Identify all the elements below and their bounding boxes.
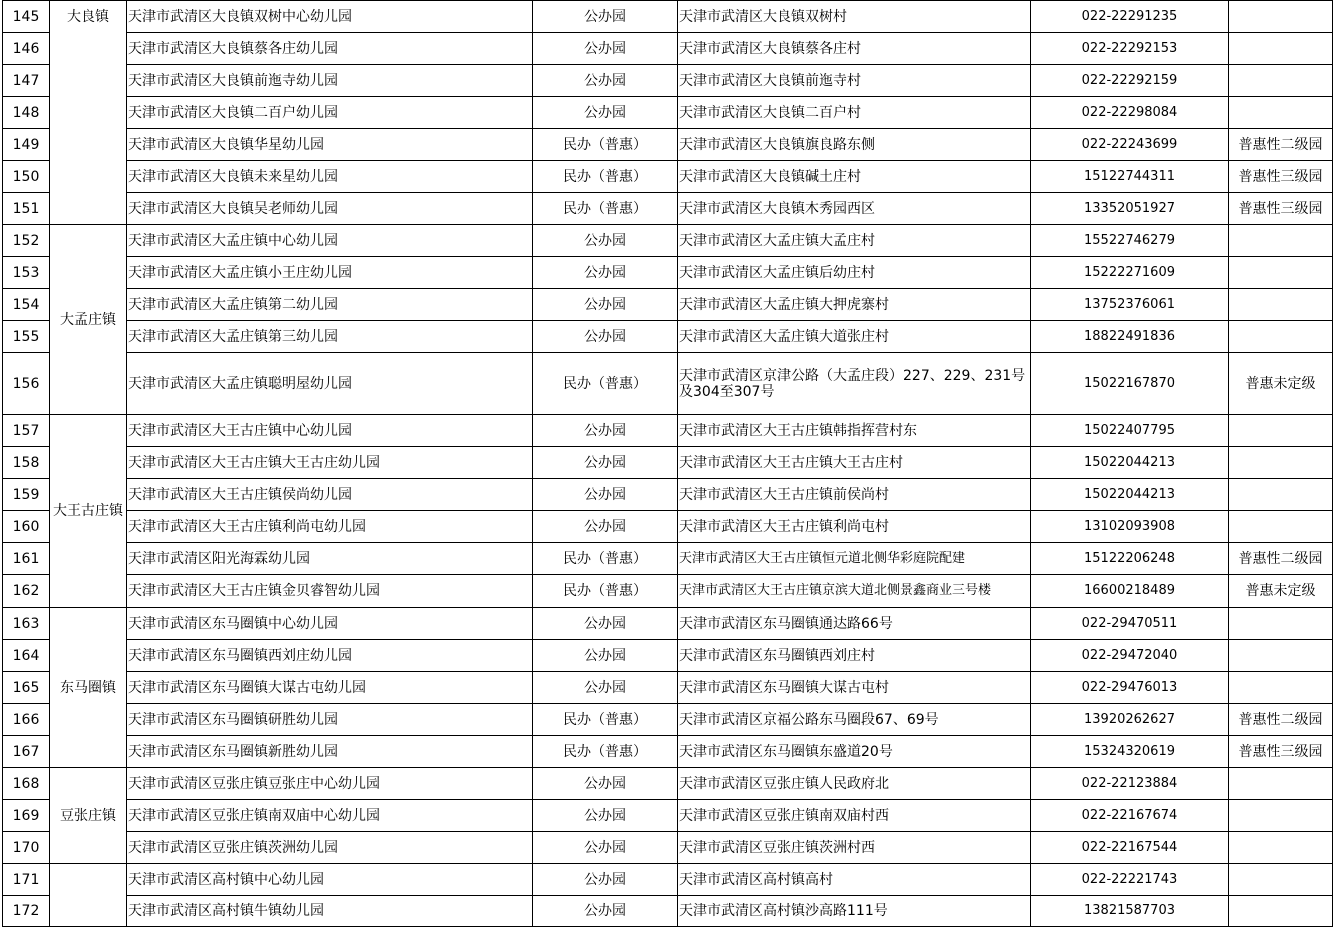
grade-level [1229, 768, 1333, 800]
kindergarten-name: 天津市武清区豆张庄镇豆张庄中心幼儿园 [127, 768, 533, 800]
table-row [3, 575, 1333, 608]
row-number: 169 [3, 800, 50, 832]
table-row [3, 896, 1333, 927]
table-row [3, 543, 1333, 575]
address: 天津市武清区高村镇沙高路111号 [678, 896, 1031, 927]
table-row [3, 65, 1333, 97]
row-number: 171 [3, 864, 50, 896]
row-number: 146 [3, 33, 50, 65]
kindergarten-table [2, 0, 1333, 927]
row-number: 151 [3, 193, 50, 225]
ownership-type: 民办（普惠） [533, 161, 678, 193]
row-number: 165 [3, 672, 50, 704]
table-row [3, 672, 1333, 704]
ownership-type: 公办园 [533, 415, 678, 447]
grade-level: 普惠性二级园 [1229, 704, 1333, 736]
table-row [3, 800, 1333, 832]
address: 天津市武清区大良镇碱土庄村 [678, 161, 1031, 193]
grade-level: 普惠未定级 [1229, 575, 1333, 608]
table-row [3, 353, 1333, 415]
ownership-type: 民办（普惠） [533, 129, 678, 161]
ownership-type: 民办（普惠） [533, 575, 678, 608]
table-row [3, 257, 1333, 289]
address: 天津市武清区京津公路（大孟庄段）227、229、231号及304至307号 [678, 353, 1031, 415]
ownership-type: 公办园 [533, 65, 678, 97]
address: 天津市武清区东马圈镇通达路66号 [678, 608, 1031, 640]
phone-number: 15022044213 [1031, 479, 1229, 511]
ownership-type: 公办园 [533, 896, 678, 927]
phone-number: 022-22167674 [1031, 800, 1229, 832]
kindergarten-name: 天津市武清区大王古庄镇利尚屯幼儿园 [127, 511, 533, 543]
kindergarten-name: 天津市武清区东马圈镇研胜幼儿园 [127, 704, 533, 736]
row-number: 155 [3, 321, 50, 353]
kindergarten-name: 天津市武清区大孟庄镇聪明屋幼儿园 [127, 353, 533, 415]
grade-level: 普惠性二级园 [1229, 543, 1333, 575]
grade-level [1229, 896, 1333, 927]
row-number: 170 [3, 832, 50, 864]
grade-level [1229, 447, 1333, 479]
phone-number: 022-22291235 [1031, 1, 1229, 33]
address: 天津市武清区豆张庄镇茨洲村西 [678, 832, 1031, 864]
phone-number: 16600218489 [1031, 575, 1229, 608]
row-number: 168 [3, 768, 50, 800]
grade-level: 普惠未定级 [1229, 353, 1333, 415]
table-row [3, 832, 1333, 864]
phone-number: 022-22243699 [1031, 129, 1229, 161]
phone-number: 13821587703 [1031, 896, 1229, 927]
address: 天津市武清区高村镇高村 [678, 864, 1031, 896]
address: 天津市武清区东马圈镇西刘庄村 [678, 640, 1031, 672]
address: 天津市武清区京福公路东马圈段67、69号 [678, 704, 1031, 736]
kindergarten-name: 天津市武清区大良镇前迤寺幼儿园 [127, 65, 533, 97]
kindergarten-name: 天津市武清区大良镇蔡各庄幼儿园 [127, 33, 533, 65]
grade-level [1229, 1, 1333, 33]
phone-number: 15022044213 [1031, 447, 1229, 479]
ownership-type: 公办园 [533, 864, 678, 896]
phone-number: 022-22167544 [1031, 832, 1229, 864]
ownership-type: 公办园 [533, 800, 678, 832]
address: 天津市武清区大王古庄镇京滨大道北侧景鑫商业三号楼 [678, 575, 1031, 608]
ownership-type: 民办（普惠） [533, 704, 678, 736]
grade-level [1229, 640, 1333, 672]
kindergarten-name: 天津市武清区大孟庄镇小王庄幼儿园 [127, 257, 533, 289]
phone-number: 022-22123884 [1031, 768, 1229, 800]
address: 天津市武清区大王古庄镇利尚屯村 [678, 511, 1031, 543]
address: 天津市武清区大孟庄镇大道张庄村 [678, 321, 1031, 353]
ownership-type: 公办园 [533, 97, 678, 129]
address: 天津市武清区大孟庄镇大孟庄村 [678, 225, 1031, 257]
ownership-type: 公办园 [533, 479, 678, 511]
address: 天津市武清区大良镇二百户村 [678, 97, 1031, 129]
table-row [3, 479, 1333, 511]
kindergarten-name: 天津市武清区豆张庄镇南双庙中心幼儿园 [127, 800, 533, 832]
grade-level [1229, 800, 1333, 832]
phone-number: 022-22292159 [1031, 65, 1229, 97]
ownership-type: 公办园 [533, 832, 678, 864]
table-row [3, 289, 1333, 321]
kindergarten-name: 天津市武清区大孟庄镇第三幼儿园 [127, 321, 533, 353]
address: 天津市武清区东马圈镇大谋古屯村 [678, 672, 1031, 704]
ownership-type: 公办园 [533, 257, 678, 289]
address: 天津市武清区大孟庄镇大押虎寨村 [678, 289, 1031, 321]
phone-number: 13102093908 [1031, 511, 1229, 543]
table-row [3, 640, 1333, 672]
address: 天津市武清区东马圈镇东盛道20号 [678, 736, 1031, 768]
phone-number: 022-22298084 [1031, 97, 1229, 129]
row-number: 160 [3, 511, 50, 543]
grade-level [1229, 65, 1333, 97]
grade-level [1229, 321, 1333, 353]
address: 天津市武清区大良镇蔡各庄村 [678, 33, 1031, 65]
ownership-type: 公办园 [533, 447, 678, 479]
kindergarten-name: 天津市武清区阳光海霖幼儿园 [127, 543, 533, 575]
phone-number: 15122744311 [1031, 161, 1229, 193]
row-number: 157 [3, 415, 50, 447]
ownership-type: 民办（普惠） [533, 193, 678, 225]
grade-level [1229, 511, 1333, 543]
grade-level [1229, 832, 1333, 864]
address: 天津市武清区大良镇旗良路东侧 [678, 129, 1031, 161]
table-row [3, 97, 1333, 129]
phone-number: 022-22221743 [1031, 864, 1229, 896]
row-number: 158 [3, 447, 50, 479]
table-row [3, 33, 1333, 65]
kindergarten-name: 天津市武清区大良镇二百户幼儿园 [127, 97, 533, 129]
phone-number: 15122206248 [1031, 543, 1229, 575]
grade-level [1229, 415, 1333, 447]
kindergarten-name: 天津市武清区高村镇中心幼儿园 [127, 864, 533, 896]
town-name: 大孟庄镇 [50, 225, 127, 415]
kindergarten-name: 天津市武清区东马圈镇大谋古屯幼儿园 [127, 672, 533, 704]
ownership-type: 公办园 [533, 768, 678, 800]
table-row [3, 321, 1333, 353]
town-name: 大王古庄镇 [50, 415, 127, 608]
phone-number: 15324320619 [1031, 736, 1229, 768]
row-number: 164 [3, 640, 50, 672]
grade-level: 普惠性三级园 [1229, 193, 1333, 225]
row-number: 159 [3, 479, 50, 511]
town-name: 东马圈镇 [50, 608, 127, 768]
phone-number: 15222271609 [1031, 257, 1229, 289]
row-number: 152 [3, 225, 50, 257]
kindergarten-name: 天津市武清区大良镇吴老师幼儿园 [127, 193, 533, 225]
kindergarten-name: 天津市武清区大王古庄镇中心幼儿园 [127, 415, 533, 447]
ownership-type: 公办园 [533, 225, 678, 257]
table-row [3, 193, 1333, 225]
kindergarten-name: 天津市武清区东马圈镇中心幼儿园 [127, 608, 533, 640]
kindergarten-name: 天津市武清区大王古庄镇侯尚幼儿园 [127, 479, 533, 511]
row-number: 167 [3, 736, 50, 768]
row-number: 147 [3, 65, 50, 97]
grade-level [1229, 864, 1333, 896]
phone-number: 022-22292153 [1031, 33, 1229, 65]
kindergarten-name: 天津市武清区大孟庄镇第二幼儿园 [127, 289, 533, 321]
table-row [3, 768, 1333, 800]
table-row [3, 736, 1333, 768]
table-body [3, 1, 1333, 927]
grade-level [1229, 289, 1333, 321]
ownership-type: 公办园 [533, 33, 678, 65]
ownership-type: 公办园 [533, 672, 678, 704]
kindergarten-name: 天津市武清区豆张庄镇茨洲幼儿园 [127, 832, 533, 864]
ownership-type: 公办园 [533, 321, 678, 353]
row-number: 163 [3, 608, 50, 640]
grade-level [1229, 33, 1333, 65]
phone-number: 022-29470511 [1031, 608, 1229, 640]
kindergarten-name: 天津市武清区大王古庄镇金贝睿智幼儿园 [127, 575, 533, 608]
table-row [3, 511, 1333, 543]
kindergarten-name: 天津市武清区大王古庄镇大王古庄幼儿园 [127, 447, 533, 479]
address: 天津市武清区大王古庄镇韩指挥营村东 [678, 415, 1031, 447]
phone-number: 13352051927 [1031, 193, 1229, 225]
kindergarten-name: 天津市武清区东马圈镇新胜幼儿园 [127, 736, 533, 768]
table-row [3, 608, 1333, 640]
grade-level: 普惠性二级园 [1229, 129, 1333, 161]
phone-number: 022-29476013 [1031, 672, 1229, 704]
grade-level [1229, 608, 1333, 640]
row-number: 153 [3, 257, 50, 289]
address: 天津市武清区大良镇前迤寺村 [678, 65, 1031, 97]
phone-number: 15522746279 [1031, 225, 1229, 257]
kindergarten-name: 天津市武清区东马圈镇西刘庄幼儿园 [127, 640, 533, 672]
grade-level [1229, 672, 1333, 704]
table-row [3, 129, 1333, 161]
grade-level [1229, 479, 1333, 511]
grade-level: 普惠性三级园 [1229, 161, 1333, 193]
row-number: 156 [3, 353, 50, 415]
ownership-type: 民办（普惠） [533, 353, 678, 415]
table-row [3, 447, 1333, 479]
address: 天津市武清区豆张庄镇人民政府北 [678, 768, 1031, 800]
table-row [3, 415, 1333, 447]
kindergarten-name: 天津市武清区大良镇双树中心幼儿园 [127, 1, 533, 33]
town-name [50, 864, 127, 927]
row-number: 162 [3, 575, 50, 608]
grade-level: 普惠性三级园 [1229, 736, 1333, 768]
address: 天津市武清区大王古庄镇大王古庄村 [678, 447, 1031, 479]
table-row [3, 704, 1333, 736]
phone-number: 022-29472040 [1031, 640, 1229, 672]
address: 天津市武清区豆张庄镇南双庙村西 [678, 800, 1031, 832]
phone-number: 15022407795 [1031, 415, 1229, 447]
ownership-type: 民办（普惠） [533, 543, 678, 575]
grade-level [1229, 225, 1333, 257]
address: 天津市武清区大良镇双树村 [678, 1, 1031, 33]
table-row [3, 1, 1333, 33]
row-number: 161 [3, 543, 50, 575]
row-number: 145 [3, 1, 50, 33]
ownership-type: 公办园 [533, 511, 678, 543]
kindergarten-name: 天津市武清区高村镇牛镇幼儿园 [127, 896, 533, 927]
row-number: 148 [3, 97, 50, 129]
table-row [3, 864, 1333, 896]
town-name: 大良镇 [50, 1, 127, 225]
grade-level [1229, 257, 1333, 289]
phone-number: 13752376061 [1031, 289, 1229, 321]
ownership-type: 公办园 [533, 640, 678, 672]
town-name: 豆张庄镇 [50, 768, 127, 864]
row-number: 149 [3, 129, 50, 161]
row-number: 172 [3, 896, 50, 927]
kindergarten-name: 天津市武清区大良镇华星幼儿园 [127, 129, 533, 161]
row-number: 166 [3, 704, 50, 736]
phone-number: 18822491836 [1031, 321, 1229, 353]
ownership-type: 民办（普惠） [533, 736, 678, 768]
address: 天津市武清区大良镇木秀园西区 [678, 193, 1031, 225]
ownership-type: 公办园 [533, 608, 678, 640]
ownership-type: 公办园 [533, 289, 678, 321]
ownership-type: 公办园 [533, 1, 678, 33]
table-row [3, 161, 1333, 193]
row-number: 150 [3, 161, 50, 193]
address: 天津市武清区大孟庄镇后幼庄村 [678, 257, 1031, 289]
table-row [3, 225, 1333, 257]
address: 天津市武清区大王古庄镇前侯尚村 [678, 479, 1031, 511]
row-number: 154 [3, 289, 50, 321]
kindergarten-name: 天津市武清区大孟庄镇中心幼儿园 [127, 225, 533, 257]
phone-number: 13920262627 [1031, 704, 1229, 736]
grade-level [1229, 97, 1333, 129]
kindergarten-name: 天津市武清区大良镇未来星幼儿园 [127, 161, 533, 193]
address: 天津市武清区大王古庄镇恒元道北侧华彩庭院配建 [678, 543, 1031, 575]
phone-number: 15022167870 [1031, 353, 1229, 415]
